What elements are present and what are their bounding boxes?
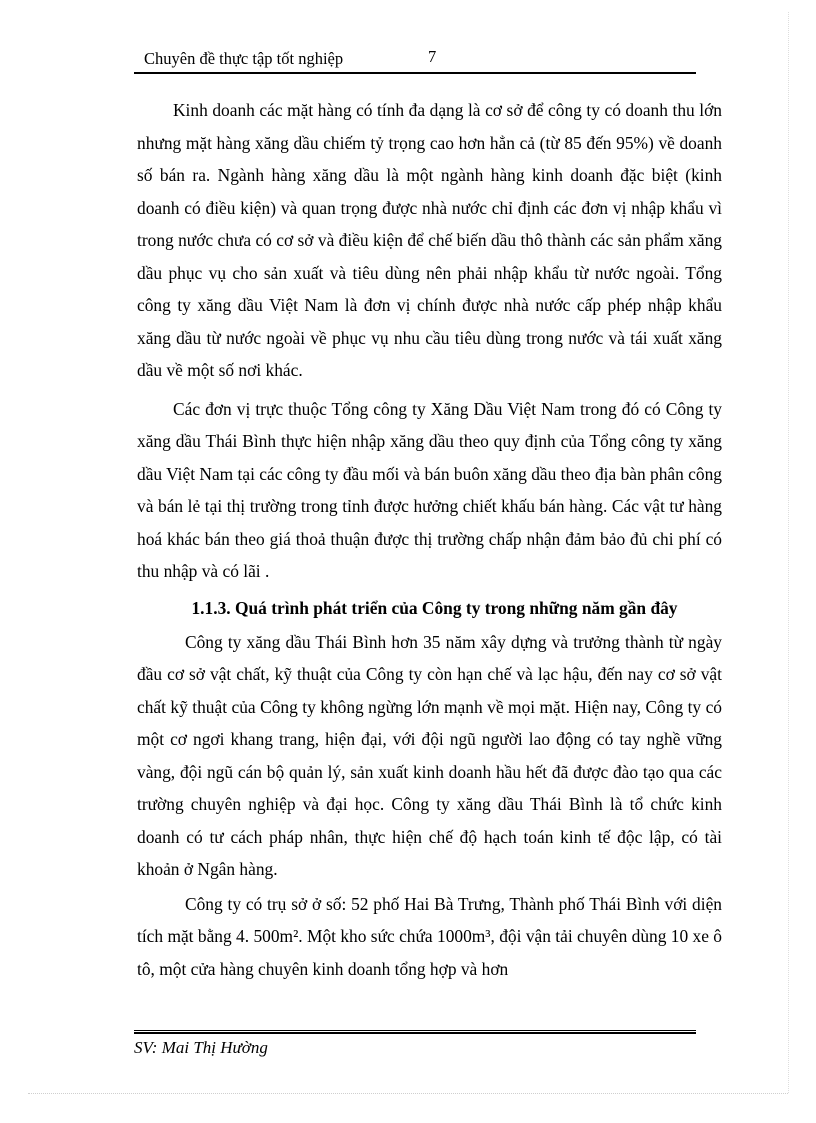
page-bottom-edge — [28, 1093, 788, 1094]
page-header — [134, 46, 696, 74]
paragraph-company-development: Công ty xăng dầu Thái Bình hơn 35 năm xây dựng và trưởng thành từ ngày đầu cơ sở vật chất, kỹ thuật của Công ty còn hạn chế và lạc hậu, đến nay cơ sở vật chất kỹ thuật của Công ty không ngừng lớn mạnh về mọi mặt. Hiện nay, Công ty có một cơ ngơi khang trang, hiện đại, với đội ngũ người lao động có tay nghề vững vàng, đội ngũ cán bộ quản lý, sản xuất kinh doanh hầu hết đã được đào tạo qua các trường chuyên nghiệp và đại học. Công ty xăng dầu Thái Bình là tổ chức kinh doanh có tư cách pháp nhân, thực hiện chế độ hạch toán kinh tế độc lập, có tài khoản ở Ngân hàng. — [137, 631, 722, 879]
page-number: 7 — [428, 47, 437, 66]
document-title: Chuyên đề thực tập tốt nghiệp — [144, 49, 344, 68]
paragraph-business-overview: Kinh doanh các mặt hàng có tính đa dạng là cơ sở để công ty có doanh thu lớn nhưng mặt hàng xăng dầu chiếm tỷ trọng cao hơn hẳn cả (từ 85 đến 95%) về doanh số bán ra. Ngành hàng xăng dầu là một ngành hàng kinh doanh đặc biệt (kinh doanh có điều kiện) và quan trọng được nhà nước chỉ định các đơn vị nhập khẩu vì trong nước chưa có cơ sở và điều kiện để chế biến dầu thô thành các sản phẩm xăng dầu phục vụ cho sản xuất và tiêu dùng nên phải nhập khẩu từ nước ngoài. Tổng công ty xăng dầu Việt Nam là đơn vị chính được nhà nước cấp phép nhập khẩu xăng dầu từ nước ngoài về phục vụ nhu cầu tiêu dùng trong nước và tái xuất xăng dầu về một số nơi khác. — [137, 100, 722, 380]
paragraph-subsidiary-units: Các đơn vị trực thuộc Tổng công ty Xăng Dầu Việt Nam trong đó có Công ty xăng dầu Thái Bình thực hiện nhập xăng dầu theo quy định của Tổng công ty xăng dầu Việt Nam tại các công ty đầu mối và bán buôn xăng dầu theo địa bàn phân công và bán lẻ tại thị trường trong tỉnh được hưởng chiết khấu bán hàng. Các vật tư hàng hoá khác bán theo giá thoả thuận được thị trường chấp nhận đảm bảo đủ chi phí có thu nhập và có lãi . — [137, 398, 722, 581]
page-right-edge — [788, 12, 789, 1093]
section-heading: 1.1.3. Quá trình phát triển của Công ty trong những năm gần đây — [191, 597, 678, 618]
paragraph-headquarters: Công ty có trụ sở ở số: 52 phố Hai Bà Trưng, Thành phố Thái Bình với diện tích mặt bằng 4. 500m². Một kho sức chứa 1000m³, đội vận tải chuyên dùng 10 xe ô tô, một cửa hàng chuyên kinh doanh tổng hợp và hơn — [137, 893, 722, 979]
footer-divider — [134, 1030, 696, 1034]
page-body — [137, 94, 722, 985]
student-name: SV: Mai Thị Hường — [134, 1038, 268, 1057]
